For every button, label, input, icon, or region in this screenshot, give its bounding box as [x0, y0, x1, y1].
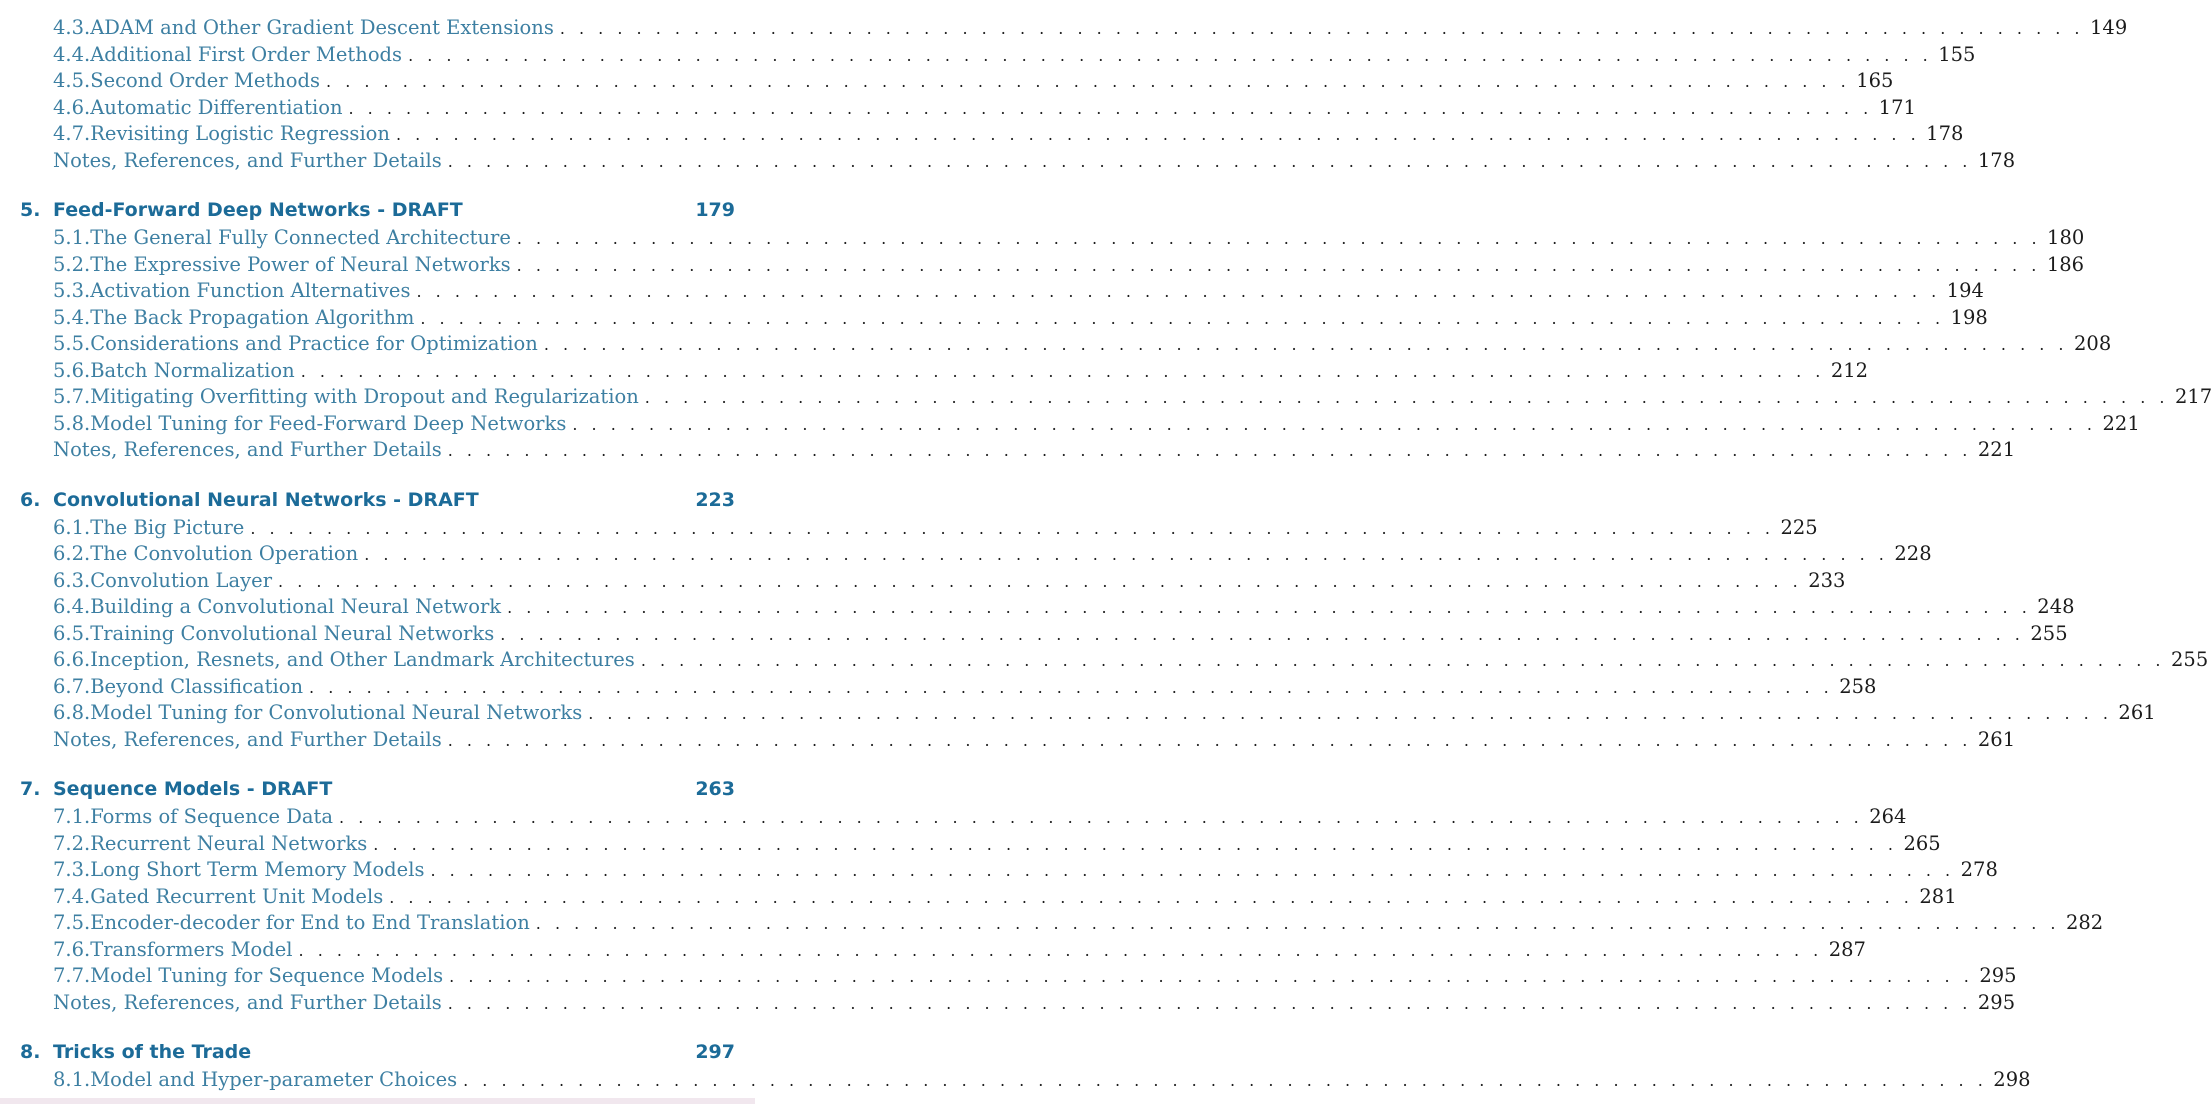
toc-page-number[interactable]: 278	[1960, 858, 1998, 881]
toc-section-entry[interactable]	[0, 384, 2212, 410]
toc-entry-title[interactable]: Training Convolutional Neural Networks	[90, 621, 495, 645]
toc-section-entry[interactable]	[0, 68, 1894, 94]
toc-entry-title[interactable]: Second Order Methods	[90, 69, 321, 92]
toc-page-number[interactable]: 149	[2090, 16, 2128, 39]
toc-entry-title[interactable]: Model Tuning for Feed-Forward Deep Networks	[90, 411, 567, 435]
toc-entry-number: 6.8.	[53, 701, 91, 724]
toc-entry-title[interactable]: Beyond Classification	[90, 674, 304, 698]
toc-entry-number: 4.5.	[53, 69, 91, 92]
toc-entry-title[interactable]: Activation Function Alternatives	[90, 279, 411, 302]
toc-dot-leader: . . . . . . . . . . . . . . . . . . . . . . . . . . . . . . . . . . . . . . . . . . . . . . . . . . . . . . . . . . . . . . . . . . . . . . . . . . . . . . . .	[447, 993, 1972, 1013]
toc-page-number[interactable]: 217	[2174, 385, 2212, 408]
toc-page-number[interactable]: 194	[1946, 279, 1984, 302]
toc-entry-number: 6.2.	[53, 542, 91, 565]
toc-page-number[interactable]: 261	[2118, 701, 2156, 724]
toc-entry-title[interactable]: Model and Hyper-parameter Choices	[90, 1068, 458, 1091]
toc-dot-leader: . . . . . . . . . . . . . . . . . . . . . . . . . . . . . . . . . . . . . . . . . . . . . . . . . . . . . . . . . . . . . . . . . . . . . . . . . . . . . . . .	[389, 887, 1914, 907]
toc-entry-number: 6.5.	[53, 621, 91, 645]
toc-entry-title[interactable]: Notes, References, and Further Details	[53, 727, 442, 751]
toc-section-entry[interactable]	[0, 252, 2085, 278]
toc-page-number[interactable]: 255	[2171, 648, 2209, 671]
toc-page-number[interactable]: 186	[2046, 252, 2085, 276]
toc-page-number[interactable]: 263	[695, 778, 735, 800]
toc-entry-number: 4.4.	[53, 42, 91, 66]
toc-entry-title[interactable]: Mitigating Overfitting with Dropout and Regularization	[90, 385, 639, 408]
toc-entry-number: 5.8.	[53, 411, 91, 435]
toc-page-number[interactable]: 233	[1808, 568, 1846, 592]
toc-section-entry[interactable]	[0, 831, 1941, 857]
toc-entry-title[interactable]: Model Tuning for Sequence Models	[90, 964, 444, 987]
toc-section-entry[interactable]	[0, 1067, 2031, 1093]
toc-section-entry[interactable]	[0, 963, 2017, 989]
toc-dot-leader: . . . . . . . . . . . . . . . . . . . . . . . . . . . . . . . . . . . . . . . . . . . . . . . . . . . . . . . . . . . . . . . . . . . . . . . . . . . . . . . .	[516, 255, 2041, 275]
toc-page-number[interactable]: 223	[695, 488, 735, 511]
toc-dot-leader: . . . . . . . . . . . . . . . . . . . . . . . . . . . . . . . . . . . . . . . . . . . . . . . . . . . . . . . . . . . . . . . . . . . . . . . . . . . . . . . .	[364, 545, 1889, 564]
toc-entry-number: 5.5.	[53, 332, 91, 355]
toc-entry-number: 7.4.	[53, 884, 91, 908]
toc-entry-title[interactable]: Forms of Sequence Data	[90, 805, 334, 828]
toc-entry-number: 5.7.	[53, 385, 91, 408]
toc-entry-title[interactable]: The General Fully Connected Architecture	[90, 226, 511, 249]
toc-entry-title[interactable]: The Back Propagation Algorithm	[90, 305, 415, 329]
toc-section-entry[interactable]	[0, 121, 1964, 147]
toc-dot-leader: . . . . . . . . . . . . . . . . . . . . . . . . . . . . . . . . . . . . . . . . . . . . . . . . . . . . . . . . . . . . . . . . . . . . . . . . . . . . . . . .	[463, 1071, 1988, 1090]
toc-entry-number: 6.6.	[53, 648, 91, 671]
toc-section-entry[interactable]	[0, 358, 1869, 384]
toc-chapter-entry[interactable]	[0, 776, 755, 802]
toc-entry-title[interactable]: Notes, References, and Further Details	[53, 148, 442, 172]
toc-page-number[interactable]: 178	[1926, 122, 1964, 145]
toc-entry-title[interactable]: Gated Recurrent Unit Models	[90, 884, 384, 908]
toc-section-entry[interactable]	[0, 937, 1866, 963]
toc-entry-number: 5.	[20, 199, 41, 221]
toc-chapter-entry[interactable]	[0, 1039, 755, 1065]
toc-dot-leader: . . . . . . . . . . . . . . . . . . . . . . . . . . . . . . . . . . . . . . . . . . . . . . . . . . . . . . . . . . . . . . . . . . . . . . . . . . . . . . . .	[430, 861, 1955, 880]
toc-page-number[interactable]: 178	[1977, 148, 2016, 172]
toc-entry-number: 7.6.	[53, 937, 91, 961]
toc-chapter-entry[interactable]	[0, 487, 755, 513]
toc-page-number[interactable]: 295	[1977, 990, 2016, 1014]
page-bottom-edge	[0, 1098, 755, 1104]
toc-page-number[interactable]: 225	[1780, 515, 1818, 539]
toc-entry-number: 8.1.	[53, 1068, 91, 1091]
toc-entry-title[interactable]: Notes, References, and Further Details	[53, 438, 442, 461]
toc-chapter-entry[interactable]	[0, 197, 755, 223]
toc-section-entry[interactable]	[0, 674, 1877, 700]
toc-dot-leader: . . . . . . . . . . . . . . . . . . . . . . . . . . . . . . . . . . . . . . . . . . . . . . . . . . . . . . . . . . . . . . . . . . . . . . . . . . . . . . . .	[516, 229, 2042, 248]
toc-dot-leader: . . . . . . . . . . . . . . . . . . . . . . . . . . . . . . . . . . . . . . . . . . . . . . . . . . . . . . . . . . . . . . . . . . . . . . . . . . . . . . . .	[572, 414, 2097, 434]
toc-section-entry[interactable]	[0, 910, 2104, 936]
toc-entry-number: 7.7.	[53, 964, 91, 987]
toc-dot-leader: . . . . . . . . . . . . . . . . . . . . . . . . . . . . . . . . . . . . . . . . . . . . . . . . . . . . . . . . . . . . . . . . . . . . . . . . . . . . . . . .	[543, 335, 2069, 354]
toc-page-number[interactable]: 221	[2102, 411, 2140, 435]
toc-entry-number: 7.5.	[53, 911, 91, 934]
toc-notes-entry[interactable]	[0, 990, 2016, 1016]
toc-section-entry[interactable]	[0, 15, 2128, 41]
toc-section-entry[interactable]	[0, 305, 1988, 331]
toc-dot-leader: . . . . . . . . . . . . . . . . . . . . . . . . . . . . . . . . . . . . . . . . . . . . . . . . . . . . . . . . . . . . . . . . . . . . . . . . . . . . . . . .	[447, 730, 1972, 750]
toc-dot-leader: . . . . . . . . . . . . . . . . . . . . . . . . . . . . . . . . . . . . . . . . . . . . . . . . . . . . . . . . . . . . . . . . . . . . . . . . . . . . . . . .	[408, 45, 1933, 65]
toc-dot-leader: . . . . . . . . . . . . . . . . . . . . . . . . . . . . . . . . . . . . . . . . . . . . . . . . . . . . . . . . . . . . . . . . . . . . . . . . . . . . . . . .	[326, 72, 1851, 91]
toc-entry-title[interactable]: Feed-Forward Deep Networks - DRAFT	[53, 199, 463, 221]
toc-dot-leader: . . . . . . . . . . . . . . . . . . . . . . . . . . . . . . . . . . . . . . . . . . . . . . . . . . . . . . . . . . . . . . . . . . . . . . . . . . . . . . . .	[339, 808, 1864, 827]
toc-entry-title[interactable]: Model Tuning for Convolutional Neural Networks	[90, 701, 583, 724]
toc-entry-number: 5.1.	[53, 226, 91, 249]
toc-section-entry[interactable]	[0, 515, 1818, 541]
toc-section-entry[interactable]	[0, 804, 1907, 830]
toc-dot-leader: . . . . . . . . . . . . . . . . . . . . . . . . . . . . . . . . . . . . . . . . . . . . . . . . . . . . . . . . . . . . . . . . . . . . . . . . . . . . . . . .	[447, 151, 1972, 171]
toc-page-number[interactable]: 180	[2047, 226, 2085, 249]
toc-section-entry[interactable]	[0, 884, 1957, 910]
toc-page-number[interactable]: 228	[1894, 542, 1932, 565]
toc-section-entry[interactable]	[0, 541, 1932, 567]
toc-dot-leader: . . . . . . . . . . . . . . . . . . . . . . . . . . . . . . . . . . . . . . . . . . . . . . . . . . . . . . . . . . . . . . . . . . . . . . . . . . . . . . . .	[535, 914, 2060, 933]
toc-page-number[interactable]: 179	[695, 199, 735, 221]
toc-dot-leader: . . . . . . . . . . . . . . . . . . . . . . . . . . . . . . . . . . . . . . . . . . . . . . . . . . . . . . . . . . . . . . . . . . . . . . . . . . . . . . . .	[559, 19, 2084, 38]
toc-dot-leader: . . . . . . . . . . . . . . . . . . . . . . . . . . . . . . . . . . . . . . . . . . . . . . . . . . . . . . . . . . . . . . . . . . . . . . . . . . . . . . . .	[395, 125, 1921, 144]
toc-dot-leader: . . . . . . . . . . . . . . . . . . . . . . . . . . . . . . . . . . . . . . . . . . . . . . . . . . . . . . . . . . . . . . . . . . . . . . . . . . . . . . . .	[640, 651, 2165, 670]
toc-entry-number: 6.4.	[53, 595, 91, 618]
toc-entry-number: 6.1.	[53, 515, 91, 539]
toc-entry-number: 7.1.	[53, 805, 91, 828]
toc-dot-leader: . . . . . . . . . . . . . . . . . . . . . . . . . . . . . . . . . . . . . . . . . . . . . . . . . . . . . . . . . . . . . . . . . . . . . . . . . . . . . . . .	[348, 98, 1873, 118]
toc-page-number[interactable]: 208	[2074, 332, 2112, 355]
toc-page-number[interactable]: 212	[1830, 358, 1869, 382]
toc-page-number[interactable]: 297	[695, 1041, 735, 1063]
toc-entry-title[interactable]: Convolutional Neural Networks - DRAFT	[53, 488, 479, 511]
toc-dot-leader: . . . . . . . . . . . . . . . . . . . . . . . . . . . . . . . . . . . . . . . . . . . . . . . . . . . . . . . . . . . . . . . . . . . . . . . . . . . . . . . .	[500, 624, 2025, 644]
toc-entry-title[interactable]: Additional First Order Methods	[90, 42, 403, 66]
toc-entry-title[interactable]: Notes, References, and Further Details	[53, 990, 442, 1014]
toc-dot-leader: . . . . . . . . . . . . . . . . . . . . . . . . . . . . . . . . . . . . . . . . . . . . . . . . . . . . . . . . . . . . . . . . . . . . . . . . . . . . . . . .	[447, 441, 1972, 460]
toc-dot-leader: . . . . . . . . . . . . . . . . . . . . . . . . . . . . . . . . . . . . . . . . . . . . . . . . . . . . . . . . . . . . . . . . . . . . . . . . . . . . . . . .	[373, 834, 1898, 854]
toc-entry-title[interactable]: Encoder-decoder for End to End Translation	[90, 911, 530, 934]
toc-page-number[interactable]: 165	[1856, 69, 1894, 92]
toc-entry-title[interactable]: Sequence Models - DRAFT	[53, 778, 333, 800]
toc-section-entry[interactable]	[0, 594, 2075, 620]
toc-section-entry[interactable]	[0, 411, 2140, 437]
toc-entry-title[interactable]: Recurrent Neural Networks	[90, 831, 368, 855]
toc-section-entry[interactable]	[0, 278, 1984, 304]
toc-entry-title[interactable]: Long Short Term Memory Models	[90, 858, 425, 881]
toc-entry-title[interactable]: Revisiting Logistic Regression	[90, 122, 390, 145]
toc-page-number[interactable]: 298	[1993, 1068, 2031, 1091]
toc-section-entry[interactable]	[0, 621, 2068, 647]
toc-entry-number: 8.	[20, 1041, 41, 1063]
toc-page-number[interactable]: 198	[1950, 305, 1988, 329]
toc-entry-title[interactable]: The Big Picture	[90, 515, 245, 539]
toc-page-number[interactable]: 264	[1869, 805, 1907, 828]
toc-page-number[interactable]: 155	[1938, 42, 1976, 66]
toc-notes-entry[interactable]	[0, 148, 2016, 174]
toc-dot-leader: . . . . . . . . . . . . . . . . . . . . . . . . . . . . . . . . . . . . . . . . . . . . . . . . . . . . . . . . . . . . . . . . . . . . . . . . . . . . . . . .	[644, 388, 2169, 407]
toc-section-entry[interactable]	[0, 225, 2085, 251]
toc-dot-leader: . . . . . . . . . . . . . . . . . . . . . . . . . . . . . . . . . . . . . . . . . . . . . . . . . . . . . . . . . . . . . . . . . . . . . . . . . . . . . . . .	[298, 940, 1823, 960]
toc-page-number[interactable]: 221	[1977, 438, 2016, 461]
toc-page-number[interactable]: 171	[1878, 95, 1916, 119]
toc-notes-entry[interactable]	[0, 727, 2016, 753]
toc-page-number[interactable]: 248	[2037, 595, 2075, 618]
toc-entry-title[interactable]: The Convolution Operation	[90, 542, 359, 565]
toc-entry-title[interactable]: Building a Convolutional Neural Network	[90, 595, 502, 618]
toc-page-number[interactable]: 282	[2065, 911, 2104, 934]
toc-entry-number: 4.6.	[53, 95, 91, 119]
toc-section-entry[interactable]	[0, 331, 2112, 357]
toc-page-number[interactable]: 261	[1977, 727, 2016, 751]
toc-entry-number: 6.7.	[53, 674, 91, 698]
toc-entry-title[interactable]: Transformers Model	[90, 937, 293, 961]
toc-entry-title[interactable]: Inception, Resnets, and Other Landmark Architectures	[90, 648, 635, 671]
toc-entry-number: 6.	[20, 488, 41, 511]
toc-notes-entry[interactable]	[0, 437, 2016, 463]
toc-page-number[interactable]: 258	[1839, 674, 1877, 698]
toc-entry-number: 5.6.	[53, 358, 91, 382]
toc-entry-title[interactable]: Automatic Differentiation	[90, 95, 343, 119]
toc-page-number[interactable]: 295	[1979, 964, 2017, 987]
toc-dot-leader: . . . . . . . . . . . . . . . . . . . . . . . . . . . . . . . . . . . . . . . . . . . . . . . . . . . . . . . . . . . . . . . . . . . . . . . . . . . . . . . .	[416, 282, 1941, 301]
toc-section-entry[interactable]	[0, 42, 1976, 68]
toc-dot-leader: . . . . . . . . . . . . . . . . . . . . . . . . . . . . . . . . . . . . . . . . . . . . . . . . . . . . . . . . . . . . . . . . . . . . . . . . . . . . . . . .	[250, 518, 1775, 538]
toc-entry-title[interactable]: Tricks of the Trade	[53, 1041, 252, 1063]
toc-entry-number: 5.3.	[53, 279, 91, 302]
toc-section-entry[interactable]	[0, 647, 2209, 673]
toc-page-number[interactable]: 281	[1919, 884, 1957, 908]
toc-entry-number: 4.7.	[53, 122, 91, 145]
toc-page-number[interactable]: 255	[2030, 621, 2068, 645]
toc-page-number[interactable]: 287	[1828, 937, 1866, 961]
toc-dot-leader: . . . . . . . . . . . . . . . . . . . . . . . . . . . . . . . . . . . . . . . . . . . . . . . . . . . . . . . . . . . . . . . . . . . . . . . . . . . . . . . .	[588, 704, 2113, 723]
toc-entry-number: 5.4.	[53, 305, 91, 329]
toc-dot-leader: . . . . . . . . . . . . . . . . . . . . . . . . . . . . . . . . . . . . . . . . . . . . . . . . . . . . . . . . . . . . . . . . . . . . . . . . . . . . . . . .	[278, 571, 1803, 591]
toc-section-entry[interactable]	[0, 95, 1916, 121]
toc-dot-leader: . . . . . . . . . . . . . . . . . . . . . . . . . . . . . . . . . . . . . . . . . . . . . . . . . . . . . . . . . . . . . . . . . . . . . . . . . . . . . . . .	[309, 677, 1834, 697]
toc-section-entry[interactable]	[0, 857, 1998, 883]
toc-entry-number: 6.3.	[53, 568, 91, 592]
toc-entry-title[interactable]: The Expressive Power of Neural Networks	[90, 252, 511, 276]
toc-entry-number: 4.3.	[53, 16, 91, 39]
toc-entry-number: 7.2.	[53, 831, 91, 855]
toc-dot-leader: . . . . . . . . . . . . . . . . . . . . . . . . . . . . . . . . . . . . . . . . . . . . . . . . . . . . . . . . . . . . . . . . . . . . . . . . . . . . . . . .	[449, 967, 1974, 986]
toc-entry-number: 7.3.	[53, 858, 91, 881]
toc-entry-number: 5.2.	[53, 252, 91, 276]
toc-entry-title[interactable]: Convolution Layer	[90, 568, 273, 592]
toc-section-entry[interactable]	[0, 700, 2156, 726]
toc-dot-leader: . . . . . . . . . . . . . . . . . . . . . . . . . . . . . . . . . . . . . . . . . . . . . . . . . . . . . . . . . . . . . . . . . . . . . . . . . . . . . . . .	[300, 361, 1825, 381]
toc-section-entry[interactable]	[0, 568, 1846, 594]
toc-entry-title[interactable]: ADAM and Other Gradient Descent Extensions	[90, 16, 554, 39]
toc-entry-title[interactable]: Batch Normalization	[90, 358, 295, 382]
toc-page-number[interactable]: 265	[1903, 831, 1941, 855]
toc-dot-leader: . . . . . . . . . . . . . . . . . . . . . . . . . . . . . . . . . . . . . . . . . . . . . . . . . . . . . . . . . . . . . . . . . . . . . . . . . . . . . . . .	[507, 598, 2032, 617]
toc-entry-number: 7.	[20, 778, 41, 800]
toc-dot-leader: . . . . . . . . . . . . . . . . . . . . . . . . . . . . . . . . . . . . . . . . . . . . . . . . . . . . . . . . . . . . . . . . . . . . . . . . . . . . . . . .	[420, 308, 1945, 328]
toc-entry-title[interactable]: Considerations and Practice for Optimization	[90, 332, 538, 355]
